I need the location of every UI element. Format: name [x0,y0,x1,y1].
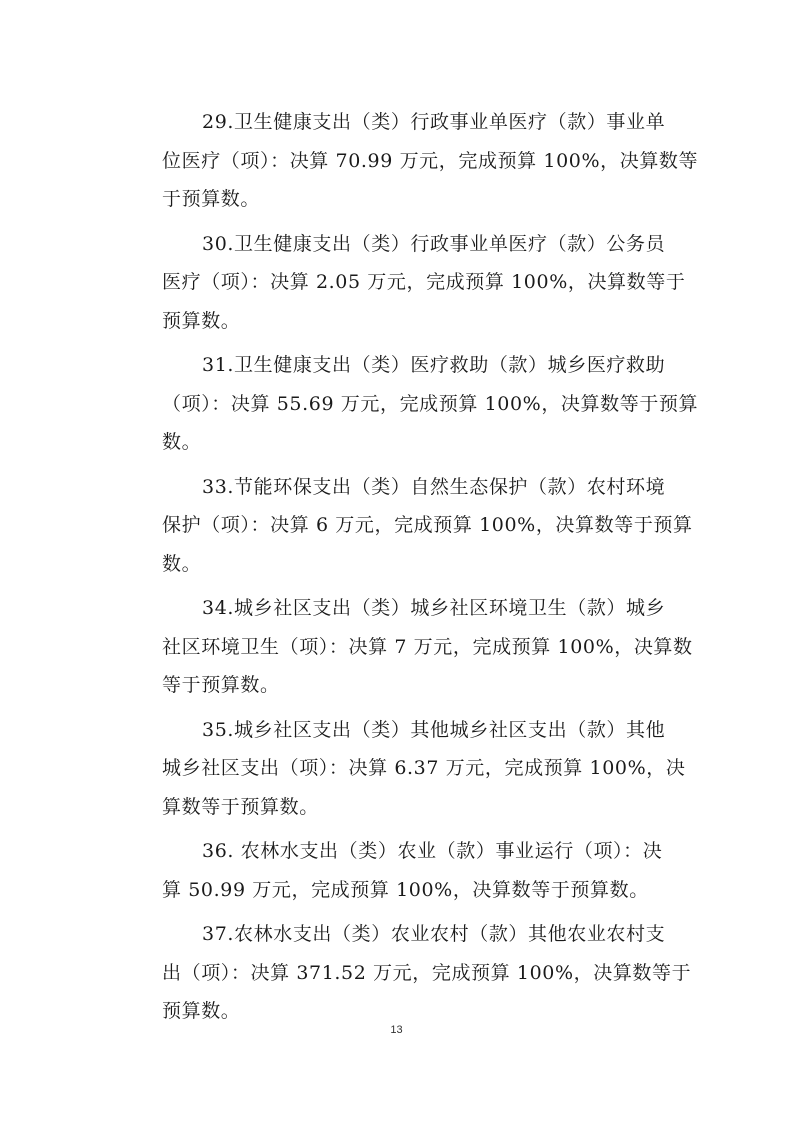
paragraph-line: 数。 [162,431,202,453]
paragraph-line: 算数等于预算数。 [162,795,319,818]
paragraph-line: 等于预算数。 [162,674,280,696]
paragraph-line: 预算数。 [162,1000,241,1022]
paragraph-line: 医疗（项）：决算 2.05 万元，完成预算 100%，决算数等于 [162,271,686,293]
paragraph-line: 保护（项）：决算 6 万元，完成预算 100%，决算数等于预算 [162,514,693,536]
paragraph-line: 33.节能环保支出（类）自然生态保护（款）农村环境 [202,475,666,498]
paragraph-line: 社区环境卫生（项）：决算 7 万元，完成预算 100%，决算数 [162,635,693,658]
paragraph-line: 城乡社区支出（项）：决算 6.37 万元，完成预算 100%，决 [162,757,686,779]
paragraph-line: （项）：决算 55.69 万元，完成预算 100%，决算数等于预算 [162,392,699,415]
paragraph-line: 数。 [162,552,202,575]
paragraph-line: 算 50.99 万元，完成预算 100%，决算数等于预算数。 [162,878,649,901]
paragraph-line: 29.卫生健康支出（类）行政事业单医疗（款）事业单 [202,111,666,133]
paragraph-36 [122,832,674,909]
paragraph-line: 36. 农林水支出（类）农业（款）事业运行（项）：决 [202,840,663,862]
paragraph-29 [122,103,699,219]
paragraph-31 [122,346,699,462]
paragraph-line: 34.城乡社区支出（类）城乡社区环境卫生（款）城乡 [202,597,666,619]
paragraph-37 [122,915,692,1031]
paragraph-line: 37.农林水支出（类）农业农村（款）其他农业农村支 [202,923,666,945]
paragraph-line: 35.城乡社区支出（类）其他城乡社区支出（款）其他 [202,718,666,741]
paragraph-line: 预算数。 [162,309,241,332]
page-number: 13 [390,1024,403,1036]
paragraph-line: 出（项）：决算 371.52 万元，完成预算 100%，决算数等于 [162,961,692,984]
paragraph-33 [122,468,693,584]
paragraph-line: 于预算数。 [162,188,261,210]
paragraph-35 [122,711,686,827]
document-body [122,103,699,1031]
paragraph-line: 31.卫生健康支出（类）医疗救助（款）城乡医疗救助 [202,354,666,376]
paragraph-line: 30.卫生健康支出（类）行政事业单医疗（款）公务员 [202,232,666,255]
paragraph-34 [122,589,693,705]
paragraph-line: 位医疗（项）：决算 70.99 万元，完成预算 100%，决算数等 [162,149,699,172]
paragraph-30 [122,225,686,341]
